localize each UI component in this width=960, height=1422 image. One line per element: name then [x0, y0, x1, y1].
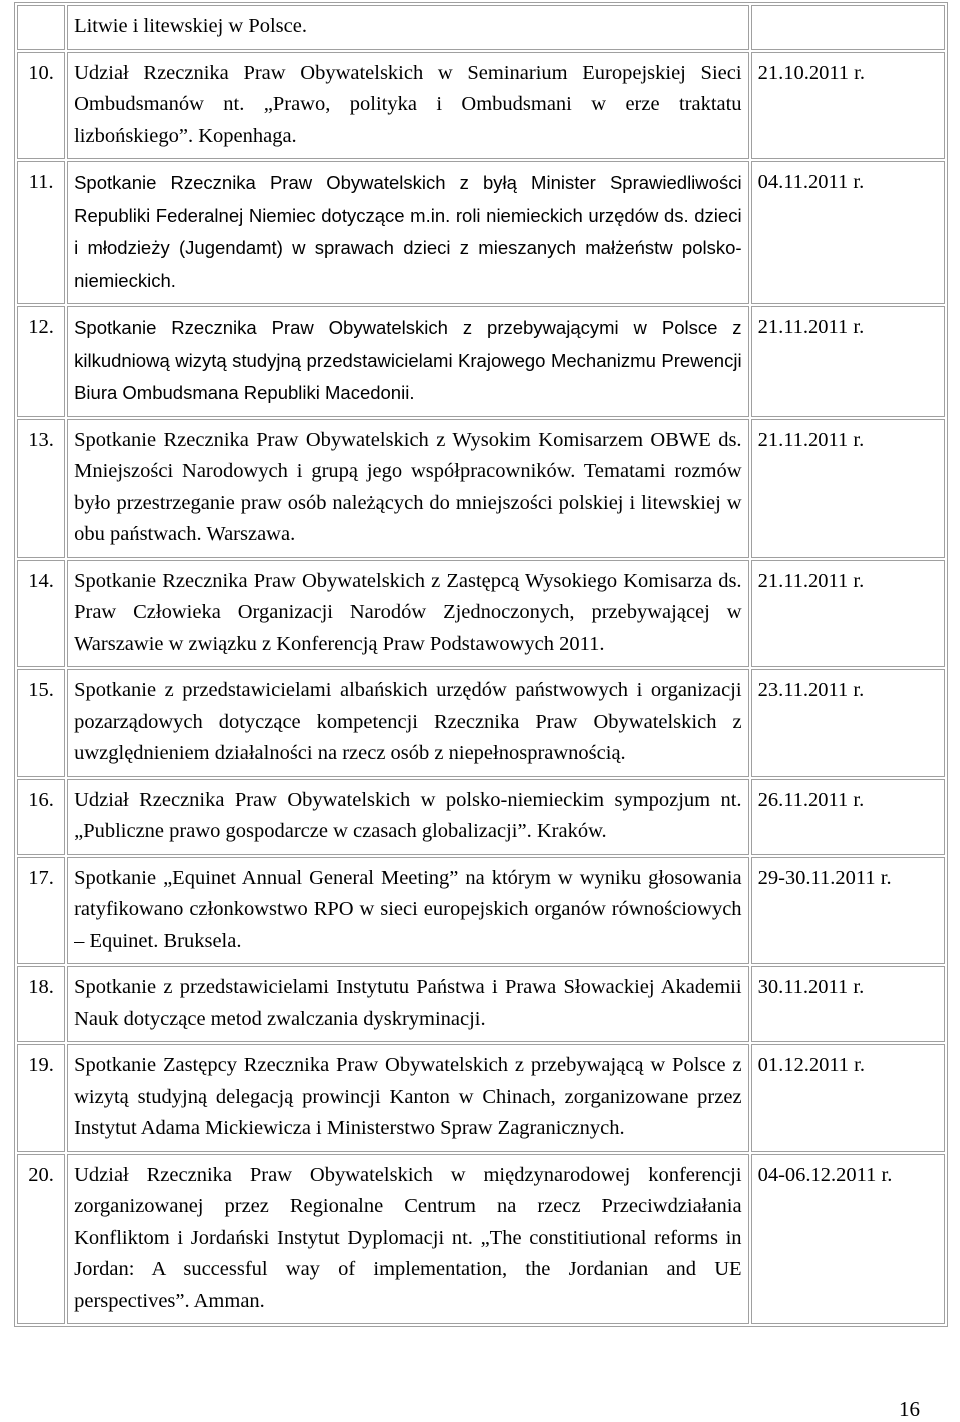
table-row: [17, 5, 945, 50]
description-text: Udział Rzecznika Praw Obywatelskich w Seminarium Europejskiej Sieci Ombudsmanów nt. „Prawo, polityka i Ombudsmani w erze traktatu lizbońskiego”. Kopenhaga.: [74, 61, 742, 147]
row-description: [67, 1044, 748, 1152]
table-row: [17, 560, 945, 668]
events-table: [14, 2, 948, 1327]
description-text: Spotkanie „Equinet Annual General Meeting” na którym w wyniku głosowania ratyfikowano członkowstwo RPO w sieci europejskich organów równościowych – Equinet. Bruksela.: [74, 866, 742, 952]
table-row: [17, 1154, 945, 1325]
row-description: [67, 5, 748, 50]
row-number: 16.: [17, 779, 65, 855]
row-description: [67, 857, 748, 965]
row-number: 11.: [17, 161, 65, 304]
row-date: 21.11.2011 r.: [751, 419, 945, 558]
description-text: Spotkanie Zastępcy Rzecznika Praw Obywatelskich z przebywającą w Polsce z wizytą studyjną delegacją prowincji Kanton w Chinach, zorganizowane przez Instytut Adama Mickiewicza i Ministerstwo Spraw Zagranicznych.: [74, 1054, 742, 1139]
row-date: 21.11.2011 r.: [751, 306, 945, 417]
page-number: 16: [899, 1397, 920, 1421]
row-number: 20.: [17, 1154, 65, 1325]
table-row: [17, 419, 945, 558]
row-number: 19.: [17, 1044, 65, 1152]
table-row: [17, 779, 945, 855]
row-number: 17.: [17, 857, 65, 965]
description-text: Udział Rzecznika Praw Obywatelskich w międzynarodowej konferencji zorganizowanej przez Regionalne Centrum na rzecz Przeciwdziałania Konfliktom i Jordański Instytut Dyplomacji nt. „The constitiutional reforms in Jordan: A successful way of implementation, the Jordanian and UE perspectives”. Amman.: [74, 1163, 742, 1312]
table-row: [17, 306, 945, 417]
table-row: [17, 52, 945, 160]
table-row: [17, 161, 945, 304]
row-date: 01.12.2011 r.: [751, 1044, 945, 1152]
row-number: 18.: [17, 966, 65, 1042]
row-description: [67, 1154, 748, 1325]
row-description: [67, 779, 748, 855]
row-date: 04-06.12.2011 r.: [751, 1154, 945, 1325]
row-date: 26.11.2011 r.: [751, 779, 945, 855]
row-date: 23.11.2011 r.: [751, 669, 945, 777]
row-description: [67, 966, 748, 1042]
description-text: Spotkanie z przedstawicielami Instytutu Państwa i Prawa Słowackiej Akademii Nauk dotyczące metod zwalczania dyskryminacji.: [74, 976, 742, 1030]
description-text: Litwie i litewskiej w Polsce.: [74, 15, 307, 37]
row-number: [17, 5, 65, 50]
row-date: 30.11.2011 r.: [751, 966, 945, 1042]
row-description: [67, 52, 748, 160]
table-row: [17, 966, 945, 1042]
row-number: 14.: [17, 560, 65, 668]
description-text: Spotkanie Rzecznika Praw Obywatelskich z Wysokim Komisarzem OBWE ds. Mniejszości Narodowych i grupą jego współpracowników. Tematami rozmów było przestrzeganie praw osób należących do mniejszości polskiej i litewskiej w obu państwach. Warszawa.: [74, 428, 742, 545]
row-date: 29-30.11.2011 r.: [751, 857, 945, 965]
row-date: 21.11.2011 r.: [751, 560, 945, 668]
row-description: [67, 419, 748, 558]
table-row: [17, 857, 945, 965]
description-text: Spotkanie Rzecznika Praw Obywatelskich z Zastępcą Wysokiego Komisarza ds. Praw Człowieka Organizacji Narodów Zjednoczonych, przebywającej w Warszawie w związku z Konferencją Praw Podstawowych 2011.: [74, 569, 742, 655]
events-table-body: [17, 5, 945, 1324]
row-date: 21.10.2011 r.: [751, 52, 945, 160]
description-text: Udział Rzecznika Praw Obywatelskich w polsko-niemieckim sympozjum nt. „Publiczne prawo gospodarcze w czasach globalizacji”. Kraków.: [74, 788, 742, 842]
description-text: Spotkanie z przedstawicielami albańskich urzędów państwowych i organizacji pozarządowych dotyczące kompetencji Rzecznika Praw Obywatelskich z uwzględnieniem działalności na rzecz osób z niepełnosprawnością.: [74, 679, 742, 764]
description-text: Spotkanie Rzecznika Praw Obywatelskich z przebywającymi w Polsce z kilkudniową wizytą studyjną przedstawicielami Krajowego Mechanizmu Prewencji Biura Ombudsmana Republiki Macedonii.: [74, 317, 742, 403]
row-number: 10.: [17, 52, 65, 160]
table-row: [17, 1044, 945, 1152]
row-description: [67, 669, 748, 777]
row-number: 15.: [17, 669, 65, 777]
description-text: Spotkanie Rzecznika Praw Obywatelskich z byłą Minister Sprawiedliwości Republiki Federalnej Niemiec dotyczące m.in. roli niemieckich urzędów ds. dzieci i młodzieży (Jugendamt) w sprawach dzieci z mieszanych małżeństw polsko-niemieckich.: [74, 172, 742, 291]
row-number: 12.: [17, 306, 65, 417]
row-description: [67, 161, 748, 304]
table-row: [17, 669, 945, 777]
row-number: 13.: [17, 419, 65, 558]
row-description: [67, 306, 748, 417]
row-date: 04.11.2011 r.: [751, 161, 945, 304]
row-date: [751, 5, 945, 50]
row-description: [67, 560, 748, 668]
